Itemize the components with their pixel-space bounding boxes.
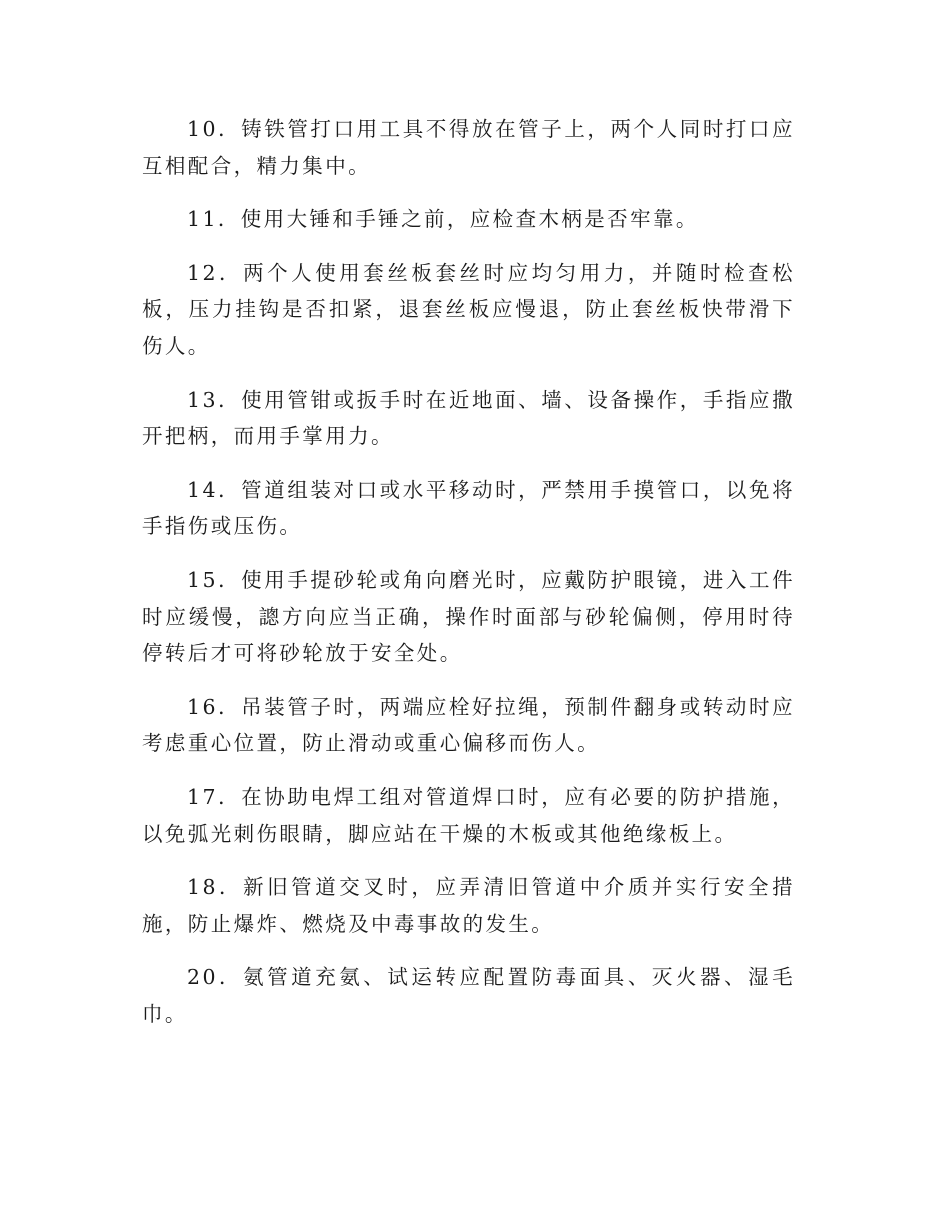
safety-rule-17: 17．在协助电焊工组对管道焊口时，应有必要的防护措施，以免弧光刺伤眼睛，脚应站在干燥的木板或其他绝缘板上。: [142, 784, 795, 846]
safety-rule-10: 10．铸铁管打口用工具不得放在管子上，两个人同时打口应互相配合，精力集中。: [142, 117, 795, 178]
safety-rule-20: 20．氨管道充氨、试运转应配置防毒面具、灭火器、湿毛巾。: [142, 965, 795, 1026]
safety-rule-13: 13．使用管钳或扳手时在近地面、墙、设备操作，手指应撒开把柄，而用手掌用力。: [142, 387, 795, 449]
safety-rule-18: 18．新旧管道交叉时，应弄清旧管道中介质并实行安全措施，防止爆炸、燃烧及中毒事故的发生。: [142, 875, 795, 936]
safety-rule-12: 12．两个人使用套丝板套丝时应均匀用力，并随时检查松板，压力挂钩是否扣紧，退套丝板应慢退，防止套丝板快带滑下伤人。: [142, 260, 795, 358]
safety-rule-15: 15．使用手提砂轮或角向磨光时，应戴防护眼镜，进入工件时应缓慢，謥方向应当正确，操作时面部与砂轮偏侧，停用时待停转后才可将砂轮放于安全处。: [142, 567, 795, 666]
safety-rule-11: 11．使用大锤和手锤之前，应检查木柄是否牢靠。: [187, 207, 699, 232]
safety-rule-14: 14．管道组装对口或水平移动时，严禁用手摸管口，以免将手指伤或压伤。: [142, 477, 795, 539]
safety-rule-16: 16．吊装管子时，两端应栓好拉绳，预制件翻身或转动时应考虑重心位置，防止滑动或重心偏移而伤人。: [142, 694, 795, 756]
